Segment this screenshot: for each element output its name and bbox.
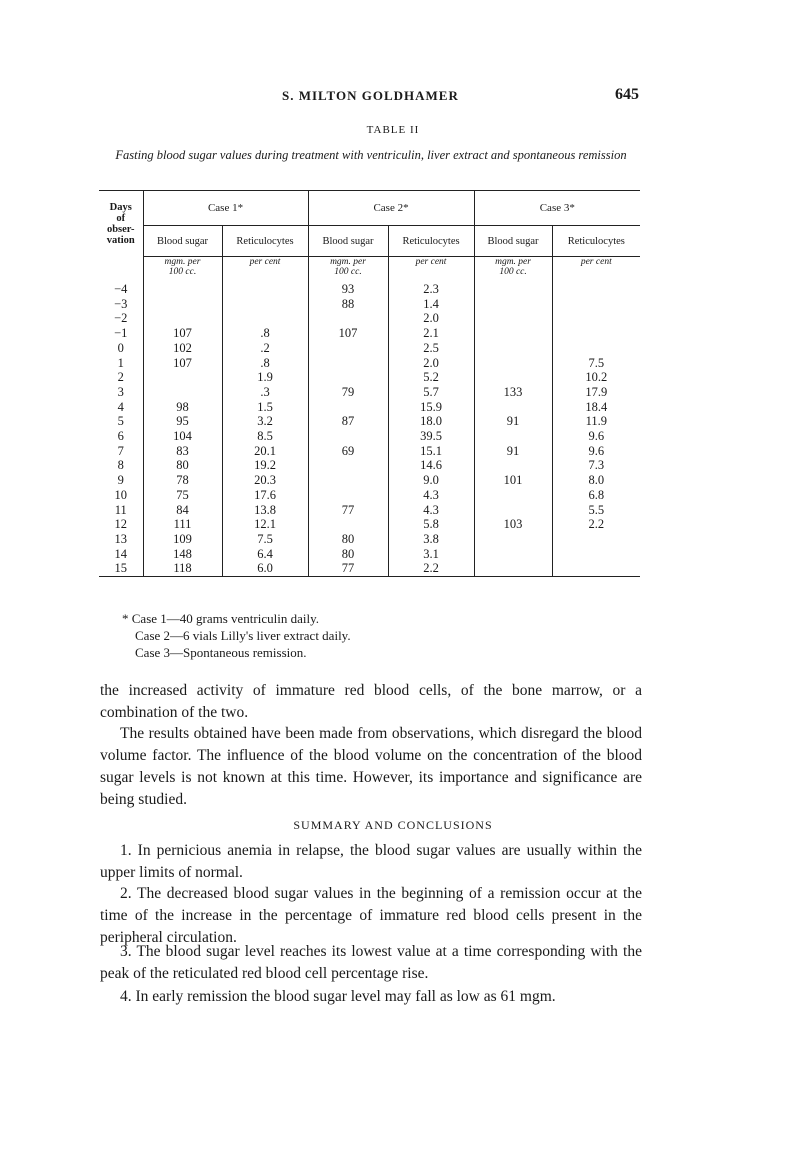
case-1-reticulocytes-cell: 20.1 [222, 444, 308, 459]
case-1-blood-sugar-cell: 84 [143, 503, 222, 518]
case-2-reticulocytes-cell: 3.8 [388, 532, 474, 547]
footnote: * Case 1—40 grams ventriculin daily. [122, 611, 320, 626]
table-row [99, 429, 640, 444]
day-cell: 8 [99, 458, 143, 473]
case-3-blood-sugar-cell [474, 458, 552, 473]
case-3-reticulocytes-cell [552, 326, 640, 341]
case-1-reticulocytes-cell: .8 [222, 356, 308, 371]
paragraph-results: The results obtained have been made from observations, which disregard the blood volume factor. The influence of the blood volume on the concentration of the blood sugar levels is not known at this time. However, its importance and significance are being studied. [100, 725, 642, 808]
day-cell: 13 [99, 532, 143, 547]
case-3-blood-sugar-cell: 103 [474, 517, 552, 532]
day-cell: 6 [99, 429, 143, 444]
footnote: Case 3—Spontaneous remission. [135, 645, 307, 660]
case-1-reticulocytes-cell: 1.5 [222, 400, 308, 415]
day-cell: 12 [99, 517, 143, 532]
case-2-reticulocytes-cell: 3.1 [388, 547, 474, 562]
case-3-reticulocytes-cell: 7.5 [588, 355, 605, 370]
table-caption: Fasting blood sugar values during treatment with ventriculin, liver extract and spontaneous remission [115, 148, 627, 162]
case-2-reticulocytes-cell: 15.9 [388, 400, 474, 415]
day-cell: 3 [99, 385, 143, 400]
case-2-blood-sugar-cell: 107 [308, 326, 388, 341]
table-label: TABLE II [366, 124, 420, 136]
case-2-blood-sugar-cell [308, 311, 388, 326]
case-2-blood-sugar-cell [308, 488, 388, 503]
case-2-blood-sugar-cell [308, 458, 388, 473]
case-3-reticulocytes-cell [552, 561, 640, 576]
case-3-reticulocytes-cell: 5.5 [588, 502, 605, 517]
case-1-blood-sugar-cell: 98 [143, 400, 222, 415]
case-3-reticulocytes-cell: 10.2 [585, 370, 608, 385]
case-3-header: Case 3* [474, 191, 640, 226]
case-2-reticulocytes-cell: 2.5 [388, 341, 474, 356]
case-2-blood-sugar-cell [308, 370, 388, 385]
case-3-reticulocytes-cell: 18.4 [585, 399, 608, 414]
case-3-blood-sugar-cell [474, 370, 552, 385]
units-row [99, 257, 640, 283]
case-2-reticulocytes-cell: 14.6 [388, 458, 474, 473]
case-3-reticulocytes-cell: 6.8 [588, 487, 605, 502]
case-1-blood-sugar-cell: 107 [143, 326, 222, 341]
case-3-blood-sugar-cell: 133 [474, 385, 552, 400]
case-1-reticulocytes-cell: 6.0 [222, 561, 308, 576]
conclusion-item: 2. The decreased blood sugar values in the beginning of a remission occur at the time of the increase in the percentage of immature red blood cells present in the peripheral circulation. [100, 885, 642, 946]
case-3-blood-sugar-cell [474, 326, 552, 341]
case-1-reticulocytes-cell: .8 [222, 326, 308, 341]
case-1-blood-sugar-cell [143, 370, 222, 385]
case-1-reticulocytes-cell: .2 [222, 341, 308, 356]
day-cell: 2 [99, 370, 143, 385]
case-3-blood-sugar-header: Blood sugar [474, 226, 552, 257]
case-1-blood-sugar-cell: 80 [143, 458, 222, 473]
table-row [99, 532, 640, 547]
unit-mgm: mgm. per 100 cc. [474, 257, 552, 283]
case-3-reticulocytes-cell: 17.9 [585, 384, 608, 399]
case-3-reticulocytes-cell [552, 311, 640, 326]
day-cell: 0 [99, 341, 143, 356]
case-1-reticulocytes-cell: 20.3 [222, 473, 308, 488]
table-row [99, 503, 640, 518]
case-2-reticulocytes-cell: 15.1 [388, 444, 474, 459]
case-1-blood-sugar-cell [143, 282, 222, 297]
case-1-reticulocytes-cell: 7.5 [222, 532, 308, 547]
case-3-reticulocytes-cell [552, 341, 640, 356]
case-3-blood-sugar-cell [474, 532, 552, 547]
case-3-reticulocytes-cell [552, 532, 640, 547]
case-3-blood-sugar-cell [474, 561, 552, 576]
day-cell: 4 [99, 400, 143, 415]
blood-sugar-table [99, 190, 640, 577]
footnote: Case 2—6 vials Lilly's liver extract daily. [135, 628, 351, 643]
case-2-reticulocytes-cell: 5.7 [388, 385, 474, 400]
case-2-reticulocytes-cell: 1.4 [388, 297, 474, 312]
case-2-reticulocytes-cell: 2.0 [388, 311, 474, 326]
case-3-blood-sugar-cell: 91 [474, 444, 552, 459]
case-2-blood-sugar-cell: 88 [308, 297, 388, 312]
page-number: 645 [615, 86, 639, 103]
case-2-blood-sugar-cell [308, 356, 388, 371]
conclusion-item: 3. The blood sugar level reaches its lowest value at a time corresponding with the peak of the reticulated red blood cell percentage rise. [100, 943, 642, 982]
case-3-reticulocytes-cell: 9.6 [588, 443, 605, 458]
case-2-reticulocytes-cell: 5.8 [388, 517, 474, 532]
case-2-blood-sugar-cell: 69 [308, 444, 388, 459]
case-2-reticulocytes-cell: 39.5 [388, 429, 474, 444]
case-1-blood-sugar-header: Blood sugar [143, 226, 222, 257]
table-row [99, 282, 640, 297]
case-3-blood-sugar-cell [474, 297, 552, 312]
case-1-blood-sugar-cell: 102 [143, 341, 222, 356]
table-row [99, 400, 640, 415]
case-1-blood-sugar-cell: 104 [143, 429, 222, 444]
case-1-reticulocytes-cell: 19.2 [222, 458, 308, 473]
case-1-reticulocytes-cell [222, 282, 308, 297]
case-2-blood-sugar-cell: 80 [308, 547, 388, 562]
unit-percent: per cent [388, 257, 474, 283]
case-1-blood-sugar-cell [143, 297, 222, 312]
days-header: Days of obser- vation [99, 191, 143, 257]
case-3-reticulocytes-cell [552, 297, 640, 312]
case-3-reticulocytes-cell [552, 282, 640, 297]
table-row [99, 517, 640, 532]
case-2-blood-sugar-cell [308, 400, 388, 415]
case-1-reticulocytes-header: Reticulocytes [222, 226, 308, 257]
case-3-reticulocytes-cell: 7.3 [588, 458, 605, 473]
day-cell: −3 [99, 297, 143, 312]
case-2-blood-sugar-cell [308, 429, 388, 444]
case-1-blood-sugar-cell: 118 [143, 561, 222, 576]
case-3-reticulocytes-cell: 8.0 [588, 473, 605, 488]
case-1-reticulocytes-cell: 6.4 [222, 547, 308, 562]
case-3-reticulocytes-cell: 11.9 [585, 414, 607, 429]
table-row [99, 341, 640, 356]
case-2-reticulocytes-cell: 18.0 [388, 414, 474, 429]
case-2-blood-sugar-cell: 80 [308, 532, 388, 547]
case-2-reticulocytes-cell: 2.2 [388, 561, 474, 576]
case-1-reticulocytes-cell [222, 297, 308, 312]
table-row [99, 414, 640, 429]
case-3-blood-sugar-cell [474, 488, 552, 503]
case-3-blood-sugar-cell [474, 429, 552, 444]
case-1-blood-sugar-cell [143, 385, 222, 400]
case-1-reticulocytes-cell [222, 311, 308, 326]
case-1-reticulocytes-cell: 13.8 [222, 503, 308, 518]
day-cell: 14 [99, 547, 143, 562]
paragraph-continuation: the increased activity of immature red blood cells, of the bone marrow, or a combination of the two. [100, 682, 642, 721]
case-1-reticulocytes-cell: 3.2 [222, 414, 308, 429]
day-cell: −1 [99, 326, 143, 341]
table-row [99, 547, 640, 562]
day-cell: 11 [99, 503, 143, 518]
day-cell: 10 [99, 488, 143, 503]
case-3-blood-sugar-cell [474, 400, 552, 415]
case-1-blood-sugar-cell [143, 311, 222, 326]
case-3-blood-sugar-cell [474, 282, 552, 297]
table-row [99, 326, 640, 341]
case-2-blood-sugar-cell [308, 341, 388, 356]
case-3-blood-sugar-cell [474, 356, 552, 371]
case-2-blood-sugar-cell [308, 473, 388, 488]
table-row [99, 356, 640, 371]
case-3-blood-sugar-cell [474, 311, 552, 326]
conclusion-item: 4. In early remission the blood sugar level may fall as low as 61 mgm. [120, 988, 556, 1005]
page-header [0, 86, 786, 108]
case-1-header: Case 1* [143, 191, 308, 226]
unit-mgm: mgm. per 100 cc. [308, 257, 388, 283]
day-cell: 1 [99, 356, 143, 371]
day-cell: 7 [99, 444, 143, 459]
case-1-blood-sugar-cell: 95 [143, 414, 222, 429]
case-1-blood-sugar-cell: 148 [143, 547, 222, 562]
table-row [99, 370, 640, 385]
table-row [99, 444, 640, 459]
case-2-reticulocytes-cell: 4.3 [388, 488, 474, 503]
section-title: SUMMARY AND CONCLUSIONS [293, 818, 493, 832]
table-row [99, 385, 640, 400]
case-1-reticulocytes-cell: 12.1 [222, 517, 308, 532]
table-footnotes [122, 610, 351, 661]
case-2-reticulocytes-cell: 4.3 [388, 503, 474, 518]
table-row [99, 458, 640, 473]
case-2-reticulocytes-cell: 9.0 [388, 473, 474, 488]
case-2-header: Case 2* [308, 191, 474, 226]
day-cell: 5 [99, 414, 143, 429]
case-3-reticulocytes-header: Reticulocytes [552, 226, 640, 257]
day-cell: −4 [99, 282, 143, 297]
case-2-blood-sugar-cell [308, 517, 388, 532]
case-2-reticulocytes-cell: 5.2 [388, 370, 474, 385]
case-2-reticulocytes-cell: 2.1 [388, 326, 474, 341]
case-1-blood-sugar-cell: 78 [143, 473, 222, 488]
case-3-blood-sugar-cell [474, 547, 552, 562]
case-2-blood-sugar-header: Blood sugar [308, 226, 388, 257]
case-2-blood-sugar-cell: 93 [308, 282, 388, 297]
case-3-blood-sugar-cell [474, 503, 552, 518]
table-row [99, 561, 640, 576]
unit-percent: per cent [580, 257, 612, 267]
case-3-reticulocytes-cell: 2.2 [588, 517, 605, 532]
case-1-reticulocytes-cell: 17.6 [222, 488, 308, 503]
table-row [99, 488, 640, 503]
case-1-blood-sugar-cell: 111 [143, 517, 222, 532]
case-3-blood-sugar-cell: 91 [474, 414, 552, 429]
table-row [99, 297, 640, 312]
day-cell: 9 [99, 473, 143, 488]
unit-percent: per cent [222, 257, 308, 283]
case-2-blood-sugar-cell: 77 [308, 503, 388, 518]
case-1-reticulocytes-cell: 8.5 [222, 429, 308, 444]
case-1-blood-sugar-cell: 109 [143, 532, 222, 547]
case-1-blood-sugar-cell: 107 [143, 356, 222, 371]
case-2-reticulocytes-cell: 2.0 [388, 356, 474, 371]
case-3-reticulocytes-cell [552, 547, 640, 562]
case-1-reticulocytes-cell: .3 [222, 385, 308, 400]
day-cell: −2 [99, 311, 143, 326]
case-2-reticulocytes-header: Reticulocytes [388, 226, 474, 257]
case-3-blood-sugar-cell: 101 [474, 473, 552, 488]
case-2-blood-sugar-cell: 77 [308, 561, 388, 576]
case-3-reticulocytes-cell: 9.6 [588, 429, 605, 444]
table-row [99, 311, 640, 326]
case-2-blood-sugar-cell: 79 [308, 385, 388, 400]
conclusion-item: 1. In pernicious anemia in relapse, the blood sugar values are usually within the upper limits of normal. [100, 842, 642, 881]
case-2-blood-sugar-cell: 87 [308, 414, 388, 429]
table-row [99, 473, 640, 488]
case-3-blood-sugar-cell [474, 341, 552, 356]
case-1-blood-sugar-cell: 75 [143, 488, 222, 503]
unit-mgm: mgm. per 100 cc. [143, 257, 222, 283]
day-cell: 15 [99, 561, 143, 576]
running-head: S. MILTON GOLDHAMER [282, 88, 459, 103]
case-2-reticulocytes-cell: 2.3 [388, 282, 474, 297]
case-1-blood-sugar-cell: 83 [143, 444, 222, 459]
case-1-reticulocytes-cell: 1.9 [222, 370, 308, 385]
